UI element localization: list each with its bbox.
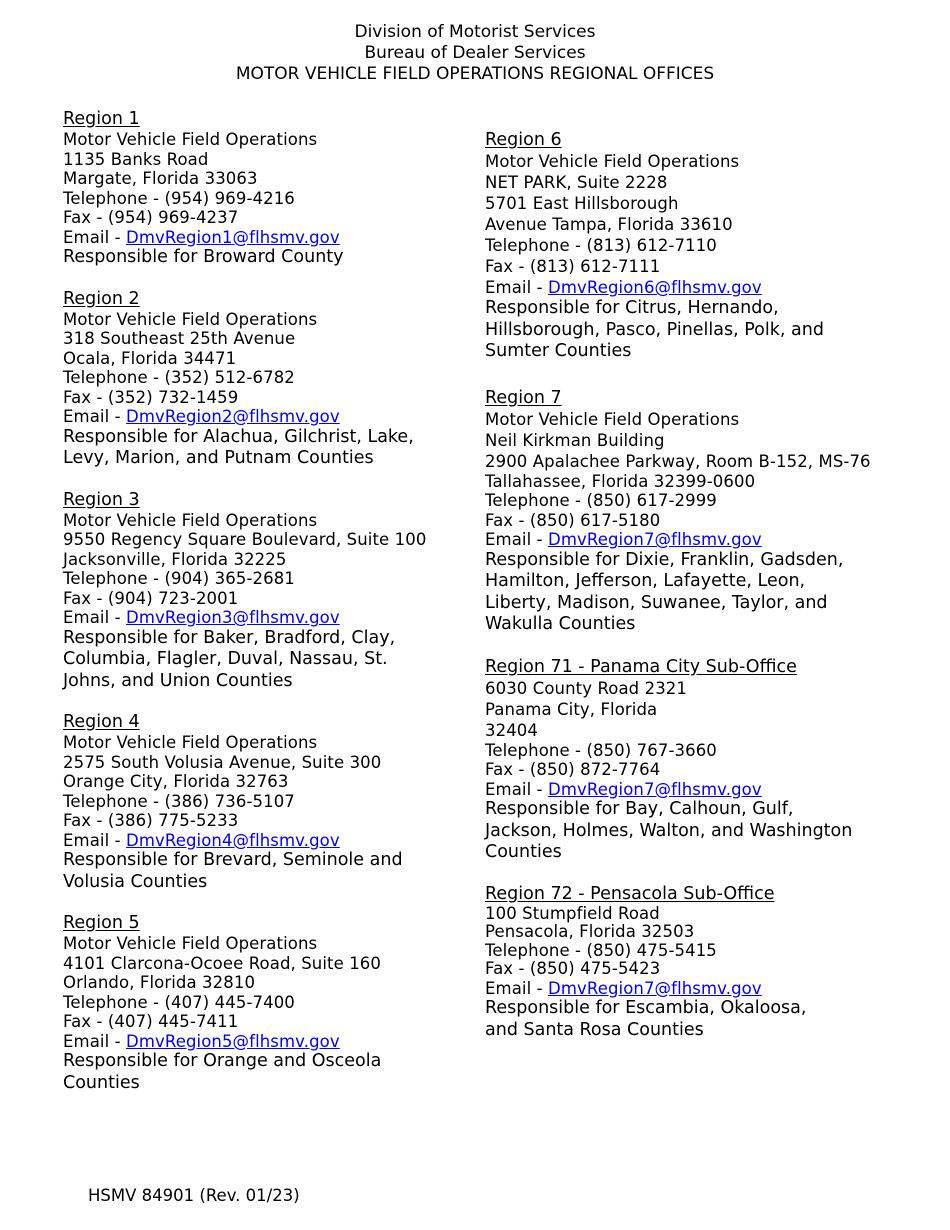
region-2-email-link[interactable]: DmvRegion2@flhsmv.gov <box>126 407 340 426</box>
region-5-fax: Fax - (407) 445-7411 <box>63 1012 239 1031</box>
region-5-telephone: Telephone - (407) 445-7400 <box>63 992 295 1012</box>
region-72-email-line <box>485 979 905 999</box>
document-header <box>0 22 950 85</box>
region-71-block <box>485 656 905 864</box>
region-7-telephone: Telephone - (850) 617-2999 <box>485 491 717 510</box>
region-72-street: 100 Stumpfield Road <box>485 903 660 923</box>
region-6-email-link[interactable]: DmvRegion6@flhsmv.gov <box>548 278 762 297</box>
region-1-email-label: Email - <box>63 227 127 247</box>
region-3-street: 9550 Regency Square Boulevard, Suite 100 <box>63 530 427 549</box>
region-2-title: Region 2 <box>63 288 140 309</box>
region-4-telephone: Telephone - (386) 736-5107 <box>63 791 295 811</box>
region-71-email-line <box>485 780 905 800</box>
region-2-responsibility-line-2: Levy, Marion, and Putnam Counties <box>63 448 374 468</box>
region-6-office: Motor Vehicle Field Operations <box>485 152 740 171</box>
region-71-fax: Fax - (850) 872-7764 <box>485 760 661 779</box>
region-2-email-label: Email - <box>63 407 127 426</box>
region-3-block <box>63 489 443 693</box>
region-2-telephone: Telephone - (352) 512-6782 <box>63 368 295 387</box>
region-5-responsibility-line-1: Responsible for Orange and Osceola <box>63 1051 382 1071</box>
region-72-email-link[interactable]: DmvRegion7@flhsmv.gov <box>548 978 762 998</box>
region-4-title: Region 4 <box>63 712 140 732</box>
region-2-office: Motor Vehicle Field Operations <box>63 309 318 329</box>
region-71-email-label: Email - <box>485 779 549 799</box>
region-7-responsibility-line-4: Wakulla Counties <box>485 614 636 634</box>
region-71-responsibility-line-3: Counties <box>485 842 562 862</box>
region-1-block <box>63 108 443 269</box>
region-71-city: Panama City, Florida <box>485 699 658 719</box>
region-7-building: Neil Kirkman Building <box>485 430 665 450</box>
region-4-fax: Fax - (386) 775-5233 <box>63 811 239 830</box>
region-7-email-label: Email - <box>485 530 549 549</box>
region-5-title: Region 5 <box>63 913 140 933</box>
region-3-responsibility-line-3: Johns, and Union Counties <box>63 670 293 691</box>
region-7-responsibility-line-3: Liberty, Madison, Suwanee, Taylor, and <box>485 592 828 613</box>
region-4-city: Orange City, Florida 32763 <box>63 772 289 791</box>
region-1-office: Motor Vehicle Field Operations <box>63 130 318 149</box>
region-71-email-link[interactable]: DmvRegion7@flhsmv.gov <box>548 779 762 799</box>
region-3-email-label: Email - <box>63 608 127 627</box>
region-7-title: Region 7 <box>485 387 562 408</box>
region-6-responsibility-line-3: Sumter Counties <box>485 341 632 361</box>
region-2-block <box>63 288 443 470</box>
region-7-city: Tallahassee, Florida 32399-0600 <box>485 471 756 491</box>
region-6-fax: Fax - (813) 612-7111 <box>485 257 661 276</box>
region-1-email-link[interactable]: DmvRegion1@flhsmv.gov <box>126 227 340 247</box>
region-2-fax: Fax - (352) 732-1459 <box>63 387 239 407</box>
region-6-suite: NET PARK, Suite 2228 <box>485 173 668 192</box>
region-71-zip: 32404 <box>485 720 538 740</box>
region-1-street: 1135 Banks Road <box>63 149 209 169</box>
region-7-email-link[interactable]: DmvRegion7@flhsmv.gov <box>548 530 762 549</box>
region-3-city: Jacksonville, Florida 32225 <box>63 549 287 569</box>
right-column <box>485 129 905 1041</box>
form-number: HSMV 84901 (Rev. 01/23) <box>88 1186 300 1205</box>
region-4-email-link[interactable]: DmvRegion4@flhsmv.gov <box>126 830 340 850</box>
region-5-responsibility-line-2: Counties <box>63 1072 140 1093</box>
region-6-responsibility-line-2: Hillsborough, Pasco, Pinellas, Polk, and <box>485 319 824 340</box>
region-1-telephone: Telephone - (954) 969-4216 <box>63 188 295 208</box>
region-3-responsibility-line-1: Responsible for Baker, Bradford, Clay, <box>63 627 396 648</box>
region-72-city: Pensacola, Florida 32503 <box>485 922 695 941</box>
region-6-email-label: Email - <box>485 278 549 297</box>
region-7-fax: Fax - (850) 617-5180 <box>485 510 661 530</box>
region-71-responsibility-line-2: Jackson, Holmes, Walton, and Washington <box>485 820 853 841</box>
region-71-title: Region 71 - Panama City Sub-Office <box>485 656 797 677</box>
region-4-email-label: Email - <box>63 830 127 850</box>
region-4-email-line <box>63 831 443 851</box>
region-6-email-line <box>485 277 905 298</box>
region-3-title: Region 3 <box>63 489 140 510</box>
region-72-title: Region 72 - Pensacola Sub-Office <box>485 883 775 904</box>
region-7-block <box>485 387 905 636</box>
region-4-responsibility-line-2: Volusia Counties <box>63 871 208 892</box>
region-2-email-line <box>63 407 443 427</box>
region-71-street: 6030 County Road 2321 <box>485 678 687 698</box>
region-5-street: 4101 Clarcona-Ocoee Road, Suite 160 <box>63 953 381 973</box>
region-4-block <box>63 711 443 893</box>
region-6-title: Region 6 <box>485 130 562 150</box>
region-3-responsibility-line-2: Columbia, Flagler, Duval, Nassau, St. <box>63 649 388 669</box>
region-5-email-link[interactable]: DmvRegion5@flhsmv.gov <box>126 1031 340 1051</box>
region-4-office: Motor Vehicle Field Operations <box>63 733 318 752</box>
region-3-fax: Fax - (904) 723-2001 <box>63 588 239 608</box>
region-1-fax: Fax - (954) 969-4237 <box>63 208 239 227</box>
region-3-office: Motor Vehicle Field Operations <box>63 510 318 530</box>
region-1-city: Margate, Florida 33063 <box>63 169 258 188</box>
document-title: MOTOR VEHICLE FIELD OPERATIONS REGIONAL OFFICES <box>235 64 715 84</box>
region-7-email-line <box>485 530 905 550</box>
region-71-responsibility-line-1: Responsible for Bay, Calhoun, Gulf, <box>485 799 794 819</box>
region-72-block <box>485 883 905 1042</box>
region-7-responsibility-line-2: Hamilton, Jefferson, Lafayette, Leon, <box>485 571 806 591</box>
region-2-responsibility-line-1: Responsible for Alachua, Gilchrist, Lake, <box>63 426 414 447</box>
region-1-title: Region 1 <box>63 109 140 129</box>
region-72-responsibility-line-1: Responsible for Escambia, Okaloosa, <box>485 998 807 1018</box>
region-6-city: Avenue Tampa, Florida 33610 <box>485 215 733 234</box>
region-6-block <box>485 129 905 363</box>
region-3-email-line <box>63 608 443 628</box>
region-7-responsibility-line-1: Responsible for Dixie, Franklin, Gadsden, <box>485 549 844 570</box>
region-72-fax: Fax - (850) 475-5423 <box>485 959 661 978</box>
region-6-street: 5701 East Hillsborough <box>485 194 679 213</box>
division-title: Division of Motorist Services <box>354 22 596 42</box>
region-2-street: 318 Southeast 25th Avenue <box>63 329 296 348</box>
region-6-responsibility-line-1: Responsible for Citrus, Hernando, <box>485 298 779 318</box>
region-72-responsibility-line-2: and Santa Rosa Counties <box>485 1019 704 1040</box>
region-5-block <box>63 912 443 1094</box>
region-1-responsibility: Responsible for Broward County <box>63 247 344 267</box>
region-7-office: Motor Vehicle Field Operations <box>485 409 740 429</box>
region-1-email-line <box>63 228 443 248</box>
region-7-street: 2900 Apalachee Parkway, Room B-152, MS-76 <box>485 451 871 471</box>
region-71-telephone: Telephone - (850) 767-3660 <box>485 740 717 760</box>
region-5-city: Orlando, Florida 32810 <box>63 973 256 992</box>
region-6-telephone: Telephone - (813) 612-7110 <box>485 236 717 255</box>
region-3-email-link[interactable]: DmvRegion3@flhsmv.gov <box>126 608 340 627</box>
region-72-telephone: Telephone - (850) 475-5415 <box>485 940 717 960</box>
left-column <box>63 108 443 1094</box>
bureau-title: Bureau of Dealer Services <box>364 43 586 63</box>
region-4-street: 2575 South Volusia Avenue, Suite 300 <box>63 752 382 772</box>
region-3-telephone: Telephone - (904) 365-2681 <box>63 569 295 588</box>
region-72-email-label: Email - <box>485 978 549 998</box>
region-4-responsibility-line-1: Responsible for Brevard, Seminole and <box>63 850 403 870</box>
region-5-office: Motor Vehicle Field Operations <box>63 934 318 953</box>
region-5-email-label: Email - <box>63 1031 127 1051</box>
region-2-city: Ocala, Florida 34471 <box>63 348 237 368</box>
region-5-email-line <box>63 1032 443 1052</box>
